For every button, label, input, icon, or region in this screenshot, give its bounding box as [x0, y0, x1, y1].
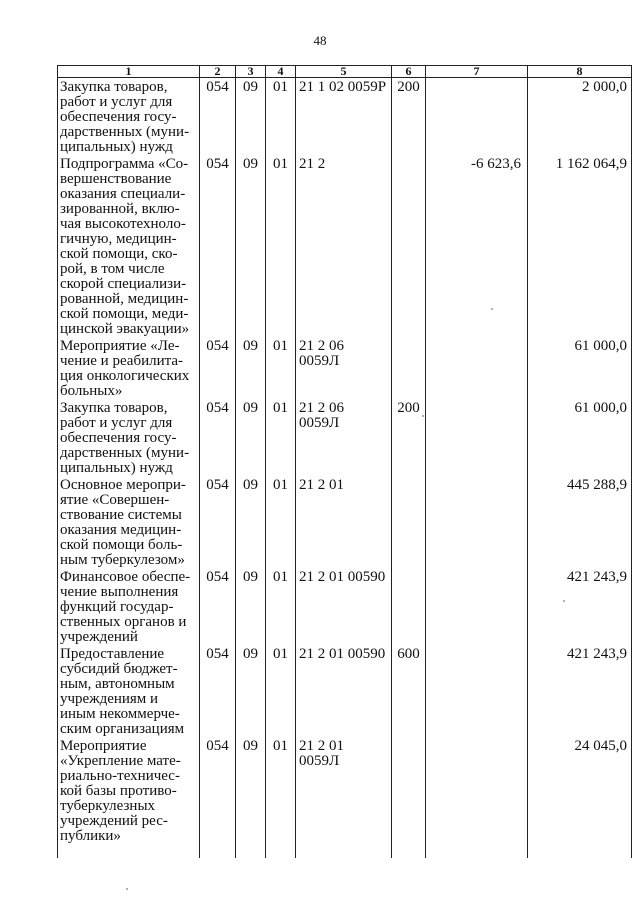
table-cell: 01: [266, 337, 296, 399]
table-cell: Мероприятие «Ле- чение и реабилита- ция онкологических больных»: [58, 337, 200, 399]
table-cell: Основное меропри- ятие «Совершен- ствование системы оказания медицин- ской помощи боль- ным туберкулезом»: [58, 476, 200, 568]
scan-speck: [126, 888, 128, 890]
table-cell: 054: [200, 476, 236, 568]
table-cell: [426, 399, 528, 476]
table-cell: 01: [266, 737, 296, 858]
table-row: [58, 737, 632, 858]
table-cell: 200: [392, 78, 426, 156]
table-cell: Предоставление субсидий бюджет- ным, автономным учреждениям и иным некоммерче- ским организациям: [58, 645, 200, 737]
table-cell: 054: [200, 737, 236, 858]
table-cell: 054: [200, 568, 236, 645]
table-cell: [426, 645, 528, 737]
table-row: [58, 399, 632, 476]
table-cell: [426, 476, 528, 568]
table-cell: 01: [266, 155, 296, 337]
table-cell: [426, 337, 528, 399]
table-cell: [426, 78, 528, 156]
scan-speck: [563, 600, 565, 602]
table-cell: 01: [266, 645, 296, 737]
table-cell: 24 045,0: [528, 737, 632, 858]
column-header: 7: [426, 66, 528, 78]
table-cell: 01: [266, 399, 296, 476]
table-cell: [392, 155, 426, 337]
table-cell: 1 162 064,9: [528, 155, 632, 337]
table-header-row: [58, 66, 632, 78]
table-cell: Финансовое обеспе- чение выполнения функций государ- ственных органов и учреждений: [58, 568, 200, 645]
table-cell: [392, 737, 426, 858]
table-cell: [426, 737, 528, 858]
table-cell: 09: [236, 568, 266, 645]
table-cell: 09: [236, 399, 266, 476]
table-cell: Мероприятие «Укрепление мате- риально-техничес- кой базы противо- туберкулезных учреждений рес- публики»: [58, 737, 200, 858]
table-cell: 054: [200, 337, 236, 399]
table-cell: [426, 568, 528, 645]
table-row: [58, 337, 632, 399]
table-row: [58, 645, 632, 737]
table-cell: 09: [236, 78, 266, 156]
table-cell: 21 2 01 00590: [296, 568, 392, 645]
table-cell: 21 2 01: [296, 476, 392, 568]
table-cell: 2 000,0: [528, 78, 632, 156]
table-cell: [392, 476, 426, 568]
scan-speck: [422, 415, 424, 417]
table-cell: 09: [236, 476, 266, 568]
column-header: 8: [528, 66, 632, 78]
page-number: 48: [313, 33, 327, 48]
table-cell: 09: [236, 645, 266, 737]
table-row: [58, 78, 632, 156]
column-header: 6: [392, 66, 426, 78]
table-cell: 21 2 01 00590: [296, 645, 392, 737]
column-header: 5: [296, 66, 392, 78]
budget-table: [57, 65, 632, 858]
table-cell: -6 623,6: [426, 155, 528, 337]
table-cell: Закупка товаров, работ и услуг для обеспечения госу- дарственных (муни- ципальных) нужд: [58, 78, 200, 156]
table-cell: 445 288,9: [528, 476, 632, 568]
table-cell: 421 243,9: [528, 645, 632, 737]
table-cell: 600: [392, 645, 426, 737]
table-cell: 054: [200, 155, 236, 337]
table-cell: 200: [392, 399, 426, 476]
scan-speck: [491, 308, 493, 310]
column-header: 2: [200, 66, 236, 78]
table-cell: 054: [200, 645, 236, 737]
table-cell: 21 2: [296, 155, 392, 337]
table-cell: [392, 337, 426, 399]
column-header: 1: [58, 66, 200, 78]
table-row: [58, 568, 632, 645]
table-cell: Подпрограмма «Со- вершенствование оказания специали- зированной, вклю- чая высокотехноло- гичную, медицин- ской помощи, ско- рой, в том числе скорой специализи- рованной, медицин- ской помощи, меди- цинской эвакуации»: [58, 155, 200, 337]
table-cell: 01: [266, 568, 296, 645]
table-cell: 21 2 06 0059Л: [296, 399, 392, 476]
table-cell: 09: [236, 737, 266, 858]
column-header: 3: [236, 66, 266, 78]
table-cell: [392, 568, 426, 645]
table-row: [58, 476, 632, 568]
table-cell: 054: [200, 78, 236, 156]
table-cell: 09: [236, 337, 266, 399]
table-cell: Закупка товаров, работ и услуг для обеспечения госу- дарственных (муни- ципальных) нужд: [58, 399, 200, 476]
table-cell: 01: [266, 476, 296, 568]
table-cell: 61 000,0: [528, 337, 632, 399]
table-cell: 421 243,9: [528, 568, 632, 645]
table-cell: 61 000,0: [528, 399, 632, 476]
table-cell: 21 2 01 0059Л: [296, 737, 392, 858]
table-cell: 21 2 06 0059Л: [296, 337, 392, 399]
column-header: 4: [266, 66, 296, 78]
table-cell: 09: [236, 155, 266, 337]
table-cell: 054: [200, 399, 236, 476]
table-row: [58, 155, 632, 337]
table-cell: 21 1 02 0059Р: [296, 78, 392, 156]
table-cell: 01: [266, 78, 296, 156]
